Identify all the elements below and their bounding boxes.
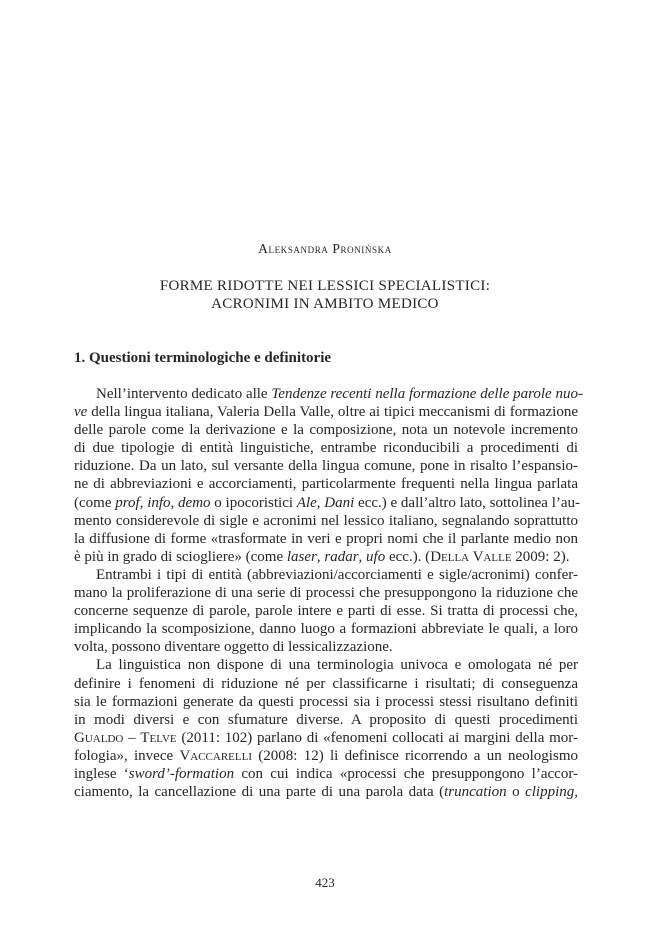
text-run: (come — [74, 494, 116, 511]
italic-text: Tendenze recenti nella formazione delle parole nuo- — [271, 386, 583, 402]
italic-text: Dani — [324, 494, 355, 511]
text-run: , — [316, 548, 325, 565]
text-line — [74, 566, 578, 584]
text-run: delle parole come la derivazione e la composizione, nota un notevole incremento — [74, 422, 578, 439]
text-line — [74, 729, 578, 747]
body-text — [74, 385, 583, 801]
section-heading: 1. Questioni terminologiche e definitorie — [74, 350, 332, 366]
text-run: , — [139, 494, 148, 511]
italic-text: radar — [324, 548, 359, 565]
text-line — [74, 439, 578, 457]
text-run: La linguistica non dispone di una terminologia univoca e omologata né per — [96, 657, 578, 674]
text-run: 2009: 2). — [511, 548, 570, 565]
text-run: (2011: 102) parlano di «fenomeni collocati ai margini della mor- — [176, 729, 578, 746]
text-line — [74, 385, 583, 403]
text-line — [74, 747, 578, 765]
text-run: fologia», invece — [74, 747, 180, 764]
text-line — [74, 421, 578, 439]
italic-text: truncation — [444, 784, 507, 801]
italic-text: demo — [178, 494, 211, 511]
text-run: , — [574, 784, 579, 801]
small-caps-name: Telve — [140, 729, 177, 746]
text-line — [74, 656, 578, 674]
text-line — [74, 512, 578, 530]
text-run: , — [170, 494, 179, 511]
text-run: della lingua italiana, Valeria Della Valle, oltre ai tipici meccanismi di formazione — [87, 404, 578, 421]
paragraph — [74, 385, 583, 566]
text-line — [74, 530, 578, 548]
text-line — [74, 675, 578, 693]
text-run: è più in grado di sciogliere» (come — [74, 548, 287, 565]
text-run: ecc.) e dall’altro lato, sottolinea l’au- — [354, 494, 581, 511]
italic-text: info — [147, 494, 171, 511]
text-line — [74, 584, 578, 602]
text-line — [74, 711, 578, 729]
small-caps-name: Della Valle — [430, 548, 512, 565]
text-run: riduzione. Da un lato, sul versante della lingua comune, pone in risalto l’espansio- — [74, 458, 578, 475]
text-run: mento considerevole di sigle e acronimi nel lessico italiano, segnalando soprattutto — [74, 512, 578, 529]
text-run: ecc.). ( — [385, 548, 431, 565]
text-run: o ipocoristici — [210, 494, 297, 511]
text-run: , — [316, 494, 325, 511]
chapter-title-line-2: ACRONIMI IN AMBITO MEDICO — [211, 295, 439, 312]
text-line — [74, 783, 578, 801]
text-run: la diffusione di forme «trasformate in veri e propri nomi che il parlante medio non — [74, 530, 578, 547]
text-run: ciamento, la cancellazione di una parte di una parola data ( — [74, 784, 445, 801]
text-line — [74, 693, 578, 711]
text-run: di due tipologie di entità linguistiche, entrambe riconducibili a procedimenti di — [74, 440, 578, 457]
text-run: mano la proliferazione di una serie di processi che presuppongono la riduzione che — [74, 585, 578, 602]
text-run: , — [358, 548, 367, 565]
italic-text: ve — [74, 404, 88, 421]
text-run: con cui indica «processi che presuppongono l’accor- — [234, 765, 579, 782]
text-line — [74, 638, 578, 656]
paragraph — [74, 656, 578, 801]
chapter-title — [0, 278, 650, 313]
text-run: definire i fenomeni di riduzione né per classificarne i risultati; di conseguenza — [74, 675, 578, 692]
small-caps-name: Vaccarelli — [179, 747, 252, 764]
text-run: implicando la scomposizione, danno luogo a formazioni abbreviate le quali, a loro — [74, 621, 578, 638]
text-line — [74, 548, 578, 566]
italic-text: clipping — [525, 784, 575, 801]
text-run: concerne sequenze di parole, parole intere e parti di esse. Si tratta di processi che, — [74, 603, 578, 620]
page-number: 423 — [315, 875, 335, 890]
text-line — [74, 494, 581, 512]
text-line — [74, 475, 578, 493]
italic-text: laser — [286, 548, 317, 565]
italic-text: Ale — [296, 494, 317, 511]
italic-text: prof — [115, 494, 140, 511]
text-run: sia le formazioni generate da questi processi sia i processi stessi risultano definiti — [74, 693, 578, 710]
paragraph — [74, 566, 578, 656]
author-name: Aleksandra Pronińska — [258, 241, 392, 256]
text-run: – — [123, 729, 141, 746]
text-run: (2008: 12) li definisce ricorrendo a un neologismo — [252, 747, 578, 764]
text-line — [74, 457, 578, 475]
small-caps-name: Gualdo — [74, 729, 124, 746]
text-line — [74, 602, 578, 620]
text-run: volta, possono diventare oggetto di lessicalizzazione. — [74, 639, 393, 656]
italic-text: ufo — [366, 548, 386, 565]
italic-text: sword’-formation — [128, 765, 235, 782]
text-run: inglese ‘ — [74, 765, 129, 782]
text-run: o — [506, 784, 526, 801]
text-run: in modi diversi e con sfumature diverse. A proposito di questi procedimenti — [74, 711, 578, 728]
text-line — [74, 765, 578, 783]
text-line — [74, 620, 578, 638]
text-line — [74, 403, 578, 421]
text-run: Entrambi i tipi di entità (abbreviazioni/accorciamenti e sigle/acronimi) confer- — [96, 566, 578, 583]
chapter-title-line-1: FORME RIDOTTE NEI LESSICI SPECIALISTICI: — [159, 278, 491, 294]
text-run: ne di abbreviazioni e accorciamenti, particolarmente frequenti nella lingua parlata — [74, 476, 578, 493]
text-run: Nell’intervento dedicato alle — [96, 386, 272, 402]
